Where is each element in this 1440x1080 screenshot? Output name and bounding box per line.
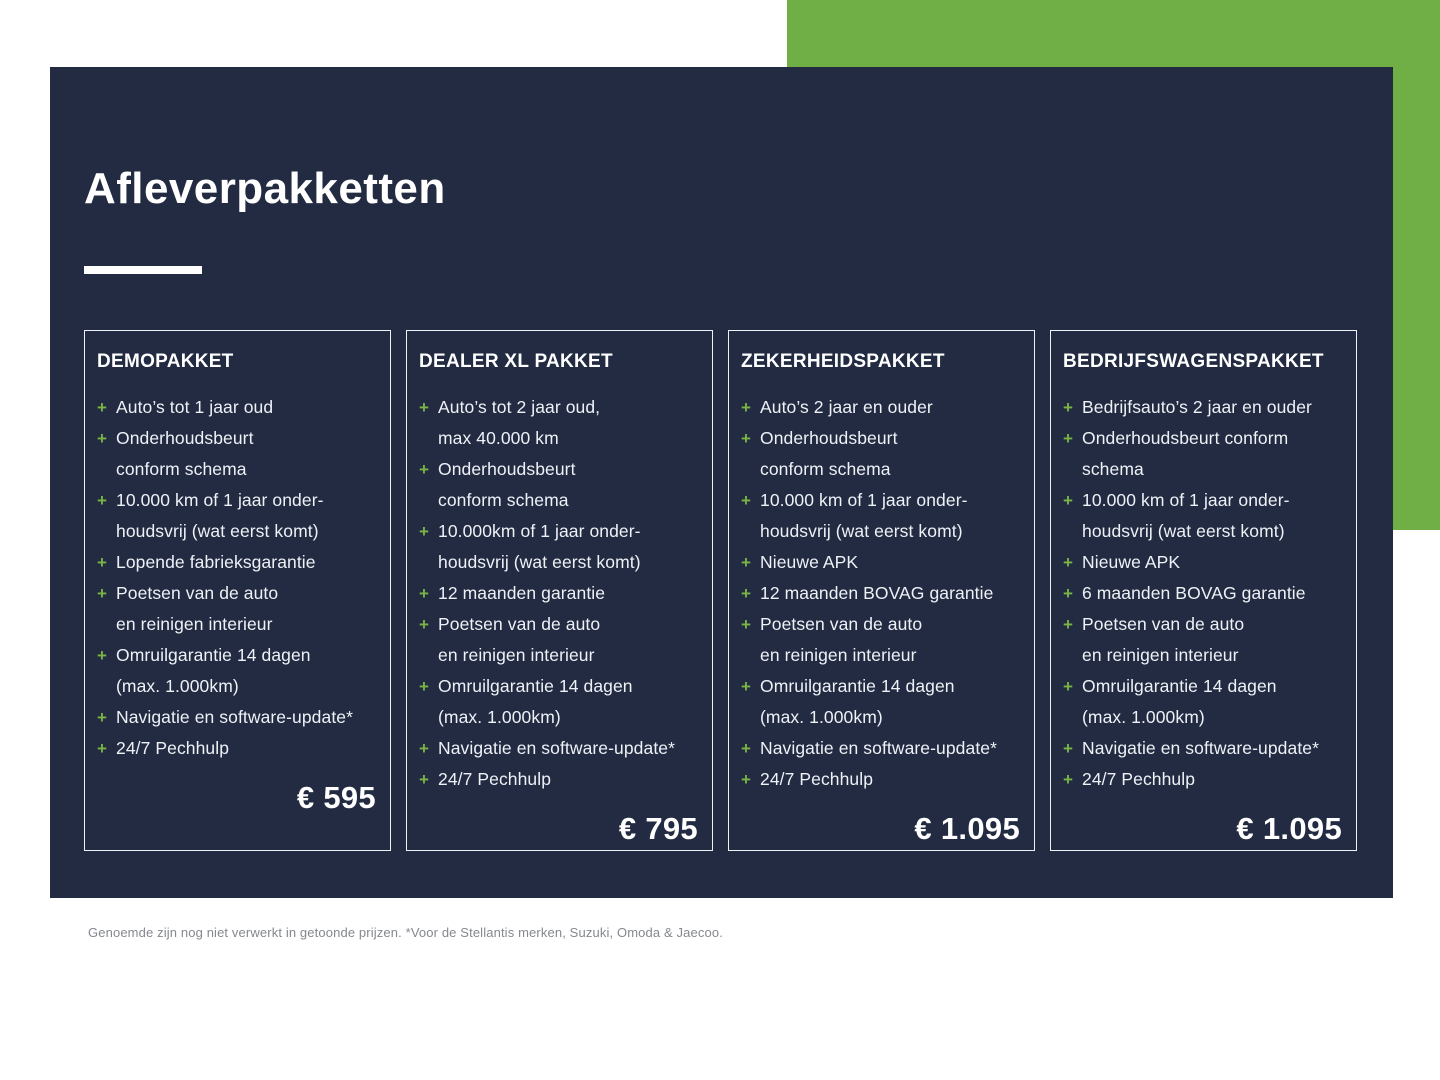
plus-icon: +: [741, 428, 751, 448]
feature-text: 10.000 km of 1 jaar onder- houdsvrij (wat eerst komt): [760, 489, 968, 541]
feature-text: 12 maanden garantie: [438, 582, 606, 603]
feature-item: [1063, 671, 1342, 733]
feature-text: Bedrijfsauto’s 2 jaar en ouder: [1082, 396, 1312, 417]
feature-text: Nieuwe APK: [1082, 551, 1181, 572]
package-price: € 1.095: [914, 810, 1020, 846]
feature-text: 24/7 Pechhulp: [116, 737, 230, 758]
packages-panel: [50, 67, 1393, 898]
feature-list: [97, 392, 376, 764]
feature-item: [97, 547, 376, 578]
plus-icon: +: [97, 490, 107, 510]
feature-text: Onderhoudsbeurt conform schema: [1082, 427, 1289, 479]
feature-text: Poetsen van de auto en reinigen interieur: [438, 613, 601, 665]
feature-text: Onderhoudsbeurt conform schema: [116, 427, 254, 479]
plus-icon: +: [97, 707, 107, 727]
package-card: [1050, 330, 1357, 851]
feature-text: Navigatie en software-update*: [760, 737, 997, 758]
plus-icon: +: [1063, 583, 1073, 603]
feature-item: [741, 392, 1020, 423]
page-title: Afleverpakketten: [84, 164, 446, 213]
plus-icon: +: [741, 738, 751, 758]
cards-row: [84, 330, 1357, 851]
package-title: BEDRIJFSWAGENSPAKKET: [1063, 351, 1324, 372]
feature-list: [419, 392, 698, 795]
feature-list: [1063, 392, 1342, 795]
feature-item: [419, 454, 698, 516]
feature-item: [1063, 733, 1342, 764]
feature-item: [741, 423, 1020, 485]
feature-item: [1063, 423, 1342, 485]
feature-text: Omruilgarantie 14 dagen (max. 1.000km): [1082, 675, 1277, 727]
feature-item: [741, 764, 1020, 795]
feature-text: Omruilgarantie 14 dagen (max. 1.000km): [438, 675, 633, 727]
plus-icon: +: [1063, 428, 1073, 448]
feature-item: [419, 516, 698, 578]
feature-item: [419, 733, 698, 764]
feature-item: [741, 578, 1020, 609]
plus-icon: +: [741, 676, 751, 696]
plus-icon: +: [97, 583, 107, 603]
package-title: DEMOPAKKET: [97, 351, 234, 372]
feature-text: Navigatie en software-update*: [116, 706, 353, 727]
plus-icon: +: [741, 397, 751, 417]
feature-item: [1063, 547, 1342, 578]
footnote: Genoemde zijn nog niet verwerkt in getoonde prijzen. *Voor de Stellantis merken, Suzuki, Omoda & Jaecoo.: [88, 925, 723, 940]
plus-icon: +: [419, 521, 429, 541]
feature-item: [1063, 609, 1342, 671]
feature-item: [1063, 485, 1342, 547]
feature-text: Poetsen van de auto en reinigen interieur: [116, 582, 279, 634]
feature-text: Onderhoudsbeurt conform schema: [438, 458, 576, 510]
plus-icon: +: [97, 397, 107, 417]
feature-text: Navigatie en software-update*: [1082, 737, 1319, 758]
feature-text: Navigatie en software-update*: [438, 737, 675, 758]
feature-text: 6 maanden BOVAG garantie: [1082, 582, 1306, 603]
feature-item: [97, 392, 376, 423]
plus-icon: +: [741, 552, 751, 572]
feature-item: [97, 640, 376, 702]
plus-icon: +: [1063, 397, 1073, 417]
feature-text: Omruilgarantie 14 dagen (max. 1.000km): [116, 644, 311, 696]
plus-icon: +: [419, 614, 429, 634]
plus-icon: +: [419, 769, 429, 789]
feature-item: [419, 609, 698, 671]
plus-icon: +: [419, 738, 429, 758]
feature-text: 10.000km of 1 jaar onder- houdsvrij (wat eerst komt): [438, 520, 641, 572]
plus-icon: +: [1063, 769, 1073, 789]
feature-item: [741, 609, 1020, 671]
package-price: € 795: [618, 810, 698, 846]
plus-icon: +: [419, 397, 429, 417]
feature-item: [741, 671, 1020, 733]
feature-text: Auto’s tot 2 jaar oud, max 40.000 km: [438, 396, 601, 448]
feature-item: [97, 485, 376, 547]
plus-icon: +: [1063, 552, 1073, 572]
feature-item: [97, 423, 376, 485]
package-title: DEALER XL PAKKET: [419, 351, 613, 372]
plus-icon: +: [97, 645, 107, 665]
plus-icon: +: [741, 769, 751, 789]
plus-icon: +: [741, 490, 751, 510]
plus-icon: +: [419, 459, 429, 479]
feature-text: 10.000 km of 1 jaar onder- houdsvrij (wat eerst komt): [116, 489, 324, 541]
plus-icon: +: [1063, 490, 1073, 510]
feature-item: [741, 733, 1020, 764]
feature-text: Poetsen van de auto en reinigen interieur: [1082, 613, 1245, 665]
feature-item: [419, 392, 698, 454]
plus-icon: +: [419, 676, 429, 696]
feature-text: Auto’s 2 jaar en ouder: [760, 396, 933, 417]
feature-item: [1063, 764, 1342, 795]
feature-text: Nieuwe APK: [760, 551, 859, 572]
plus-icon: +: [97, 552, 107, 572]
feature-text: 24/7 Pechhulp: [438, 768, 552, 789]
plus-icon: +: [419, 583, 429, 603]
package-card: [728, 330, 1035, 851]
feature-text: Omruilgarantie 14 dagen (max. 1.000km): [760, 675, 955, 727]
feature-item: [97, 578, 376, 640]
feature-item: [419, 671, 698, 733]
plus-icon: +: [741, 583, 751, 603]
feature-text: 24/7 Pechhulp: [1082, 768, 1196, 789]
package-price: € 595: [296, 779, 376, 815]
feature-item: [97, 733, 376, 764]
feature-item: [97, 702, 376, 733]
plus-icon: +: [97, 738, 107, 758]
feature-text: 24/7 Pechhulp: [760, 768, 874, 789]
plus-icon: +: [1063, 738, 1073, 758]
package-title: ZEKERHEIDSPAKKET: [741, 351, 945, 372]
plus-icon: +: [1063, 614, 1073, 634]
feature-text: Lopende fabrieksgarantie: [116, 551, 316, 572]
title-underline: [84, 266, 202, 274]
feature-text: 10.000 km of 1 jaar onder- houdsvrij (wat eerst komt): [1082, 489, 1290, 541]
feature-item: [1063, 392, 1342, 423]
feature-text: Onderhoudsbeurt conform schema: [760, 427, 898, 479]
feature-item: [1063, 578, 1342, 609]
feature-list: [741, 392, 1020, 795]
feature-item: [741, 485, 1020, 547]
plus-icon: +: [1063, 676, 1073, 696]
package-card: [84, 330, 391, 851]
feature-item: [741, 547, 1020, 578]
plus-icon: +: [741, 614, 751, 634]
plus-icon: +: [97, 428, 107, 448]
feature-item: [419, 578, 698, 609]
package-card: [406, 330, 713, 851]
feature-text: 12 maanden BOVAG garantie: [760, 582, 994, 603]
feature-text: Auto’s tot 1 jaar oud: [116, 396, 274, 417]
feature-item: [419, 764, 698, 795]
package-price: € 1.095: [1236, 810, 1342, 846]
feature-text: Poetsen van de auto en reinigen interieur: [760, 613, 923, 665]
